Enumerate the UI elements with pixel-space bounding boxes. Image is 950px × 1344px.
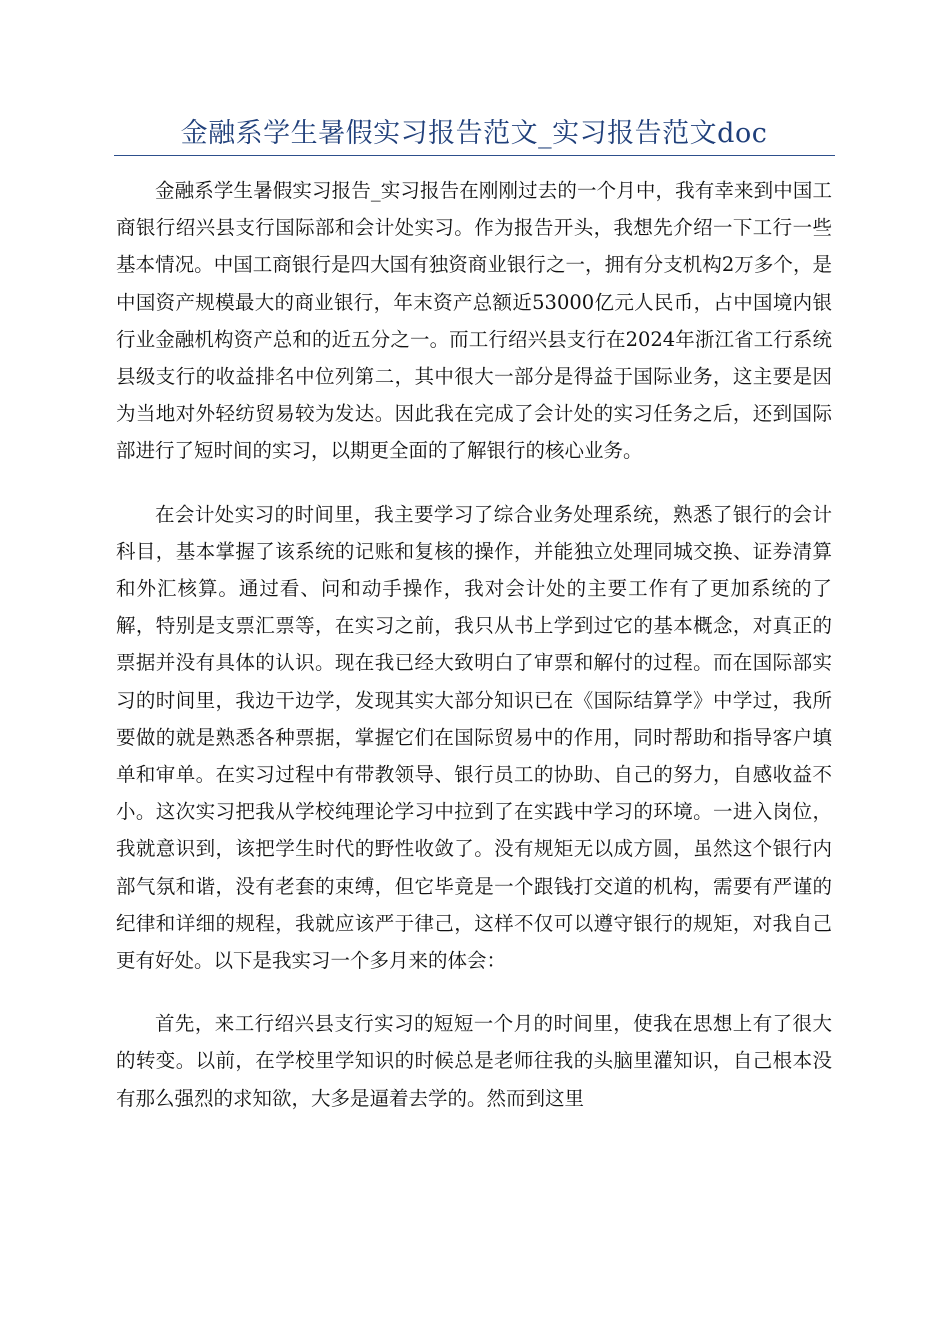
- title-underline: [114, 155, 835, 156]
- paragraph-3: 首先，来工行绍兴县支行实习的短短一个月的时间里，使我在思想上有了很大的转变。以前，在学校里学知识的时候总是老师往我的头脑里灌知识，自己根本没有那么强烈的求知欲，大多是逼着去学的。然而到这里: [116, 1012, 832, 1110]
- document-title: 金融系学生暑假实习报告范文_实习报告范文doc: [180, 118, 768, 149]
- paragraph-1: 金融系学生暑假实习报告_实习报告在刚刚过去的一个月中，我有幸来到中国工商银行绍兴县支行国际部和会计处实习。作为报告开头，我想先介绍一下工行一些基本情况。中国工商银行是四大国有独资商业银行之一，拥有分支机构2万多个，是中国资产规模最大的商业银行，年末资产总额近53000亿元人民币，占中国境内银行业金融机构资产总和的近五分之一。而工行绍兴县支行在2024年浙江省工行系统县级支行的收益排名中位列第二，其中很大一部分是得益于国际业务，这主要是因为当地对外轻纺贸易较为发达。因此我在完成了会计处的实习任务之后，还到国际部进行了短时间的实习，以期更全面的了解银行的核心业务。: [116, 179, 832, 463]
- paragraph-2: 在会计处实习的时间里，我主要学习了综合业务处理系统，熟悉了银行的会计科目，基本掌握了该系统的记账和复核的操作，并能独立处理同城交换、证券清算和外汇核算。通过看、问和动手操作，我对会计处的主要工作有了更加系统的了解，特别是支票汇票等，在实习之前，我只从书上学到过它的基本概念，对真正的票据并没有具体的认识。现在我已经大致明白了审票和解付的过程。而在国际部实习的时间里，我边干边学，发现其实大部分知识已在《国际结算学》中学过，我所要做的就是熟悉各种票据，掌握它们在国际贸易中的作用，同时帮助和指导客户填单和审单。在实习过程中有带教领导、银行员工的协助、自己的努力，自感收益不小。这次实习把我从学校纯理论学习中拉到了在实践中学习的环境。一进入岗位，我就意识到，该把学生时代的野性收敛了。没有规矩无以成方圆，虽然这个银行内部气氛和谐，没有老套的束缚，但它毕竟是一个跟钱打交道的机构，需要有严谨的纪律和详细的规程，我就应该严于律己，这样不仅可以遵守银行的规矩，对我自己更有好处。以下是我实习一个多月来的体会：: [116, 502, 832, 973]
- document-body: [116, 172, 832, 1143]
